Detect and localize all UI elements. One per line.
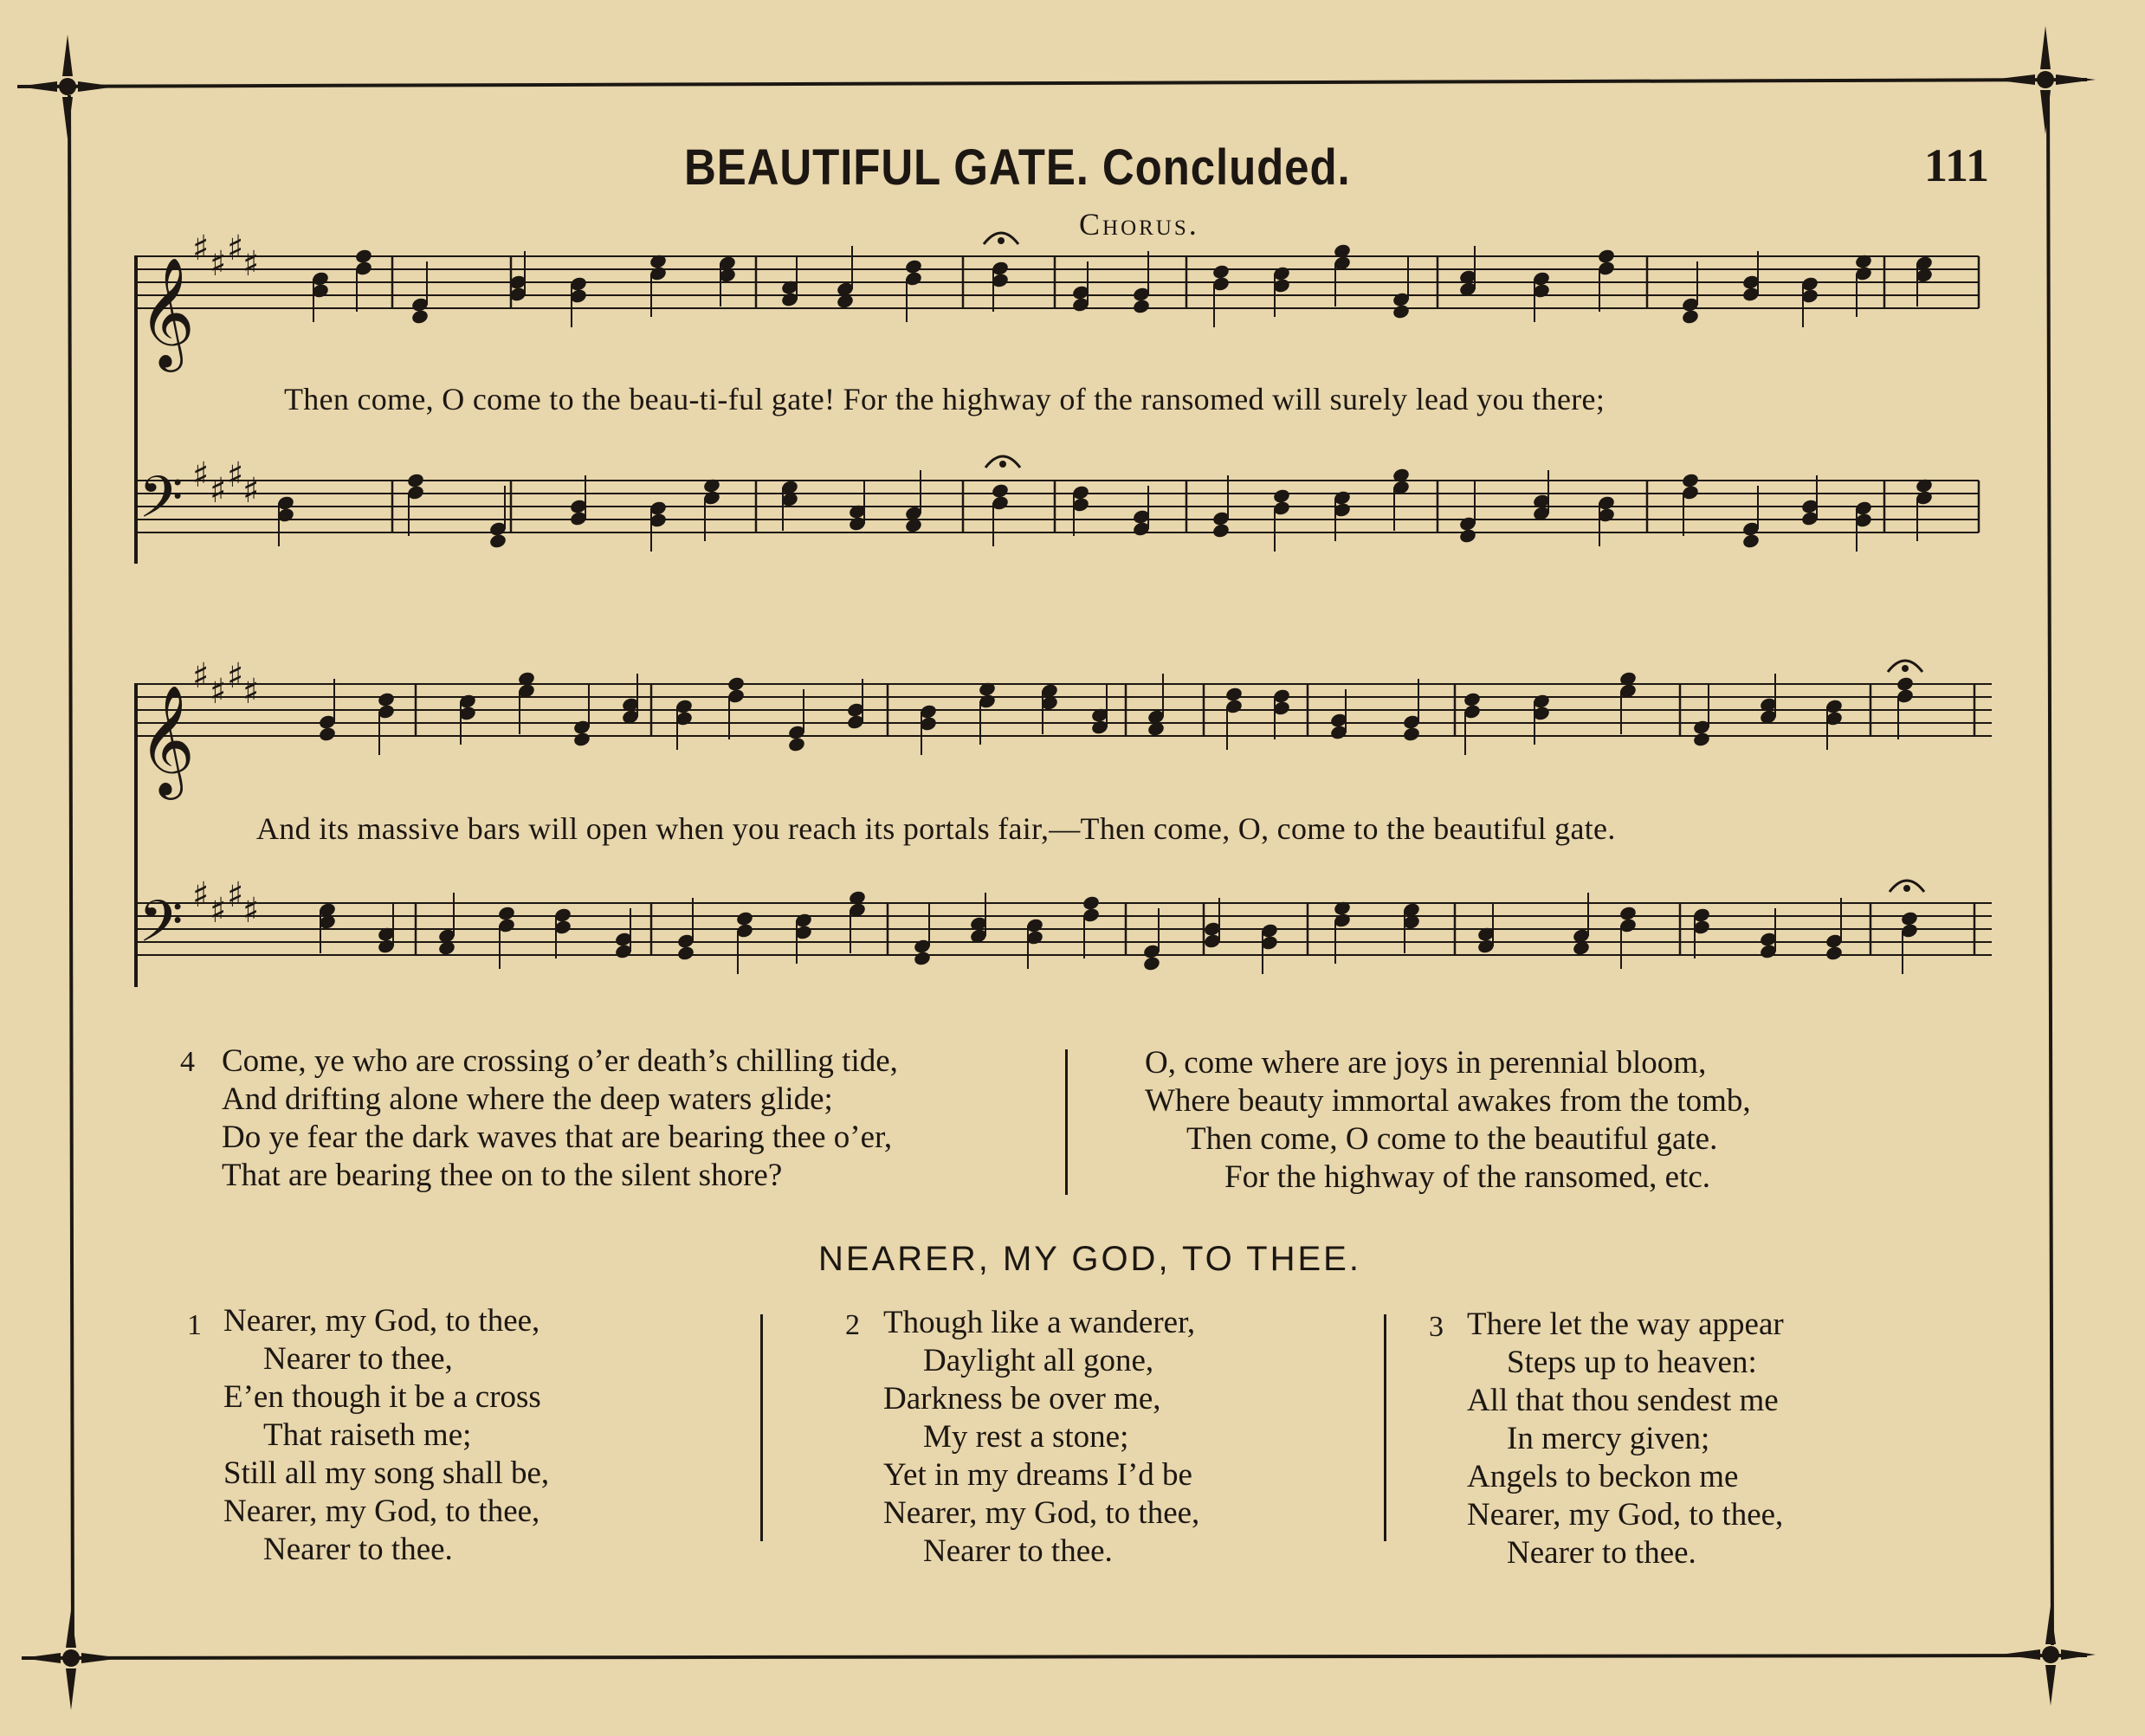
stanza-line: My rest a stone;	[923, 1419, 1129, 1455]
stanza-line: Angels to beckon me	[1467, 1459, 1739, 1494]
fermata-dot	[1903, 885, 1910, 892]
note-head	[1224, 686, 1244, 702]
note-head	[377, 691, 396, 707]
stanza-line: Nearer to thee,	[263, 1341, 453, 1377]
stanza-line: E’en though it be a cross	[223, 1379, 541, 1415]
stanza-line: Darkness be over me,	[883, 1381, 1161, 1417]
note-head	[1132, 298, 1151, 314]
stanza-line: Nearer, my God, to thee,	[223, 1303, 540, 1339]
verse-4-number: 4	[180, 1046, 195, 1078]
verse-line: Do ye fear the dark waves that are bearing thee o’er,	[222, 1120, 893, 1155]
verse-line: Then come, O come to the beautiful gate.	[1186, 1121, 1718, 1157]
sharp-sign: ♯	[227, 455, 244, 495]
sharp-sign: ♯	[210, 672, 227, 712]
stanza-line: Nearer to thee.	[923, 1533, 1113, 1569]
note-head	[735, 910, 754, 926]
verse-line: And drifting alone where the deep waters glide;	[222, 1081, 833, 1117]
sharp-sign: ♯	[242, 891, 260, 931]
sharp-sign: ♯	[192, 656, 210, 696]
note-head	[787, 736, 806, 752]
note-head	[1692, 731, 1711, 747]
bass-clef: 𝄢	[139, 464, 184, 545]
stanza-line: Nearer to thee.	[1507, 1535, 1696, 1571]
note-head	[410, 308, 430, 325]
stanza-1-number: 1	[187, 1309, 202, 1341]
stanza-line: Though like a wanderer,	[883, 1305, 1196, 1340]
note-head	[991, 482, 1010, 499]
sharp-sign: ♯	[242, 244, 260, 284]
stanza-divider	[760, 1314, 763, 1541]
stanza-1	[223, 1302, 549, 1569]
sharp-sign: ♯	[242, 672, 260, 712]
note-head	[497, 905, 516, 921]
stanza-line: All that thou sendest me	[1467, 1383, 1779, 1418]
note-head	[1896, 675, 1915, 692]
fermata-dot	[999, 461, 1006, 468]
verse-4-right	[1145, 1044, 1751, 1197]
note-head	[1402, 726, 1421, 742]
note-head	[1681, 472, 1700, 488]
sharp-sign: ♯	[227, 656, 244, 696]
stanza-3-number: 3	[1429, 1311, 1444, 1343]
fermata-dot	[1902, 665, 1909, 672]
chorus-lyric-line-2: And its massive bars will open when you reach its portals fair,—Then come, O, come to the beautiful gate.	[256, 811, 1616, 846]
verse-line: That are bearing thee on to the silent shore?	[222, 1158, 783, 1193]
note-head	[318, 726, 337, 742]
note-head	[1597, 248, 1616, 264]
stanza-line: There let the way appear	[1467, 1307, 1784, 1342]
sharp-sign: ♯	[192, 455, 210, 495]
sharp-sign: ♯	[192, 875, 210, 915]
note-head	[488, 532, 507, 549]
note-head	[1211, 263, 1231, 280]
bass-clef: 𝄢	[139, 888, 184, 969]
verse-line: Come, ye who are crossing o’er death’s chilling tide,	[222, 1043, 898, 1079]
note-head	[727, 675, 746, 692]
sharp-sign: ♯	[210, 471, 227, 511]
note-head	[913, 950, 932, 966]
stanza-3	[1467, 1306, 1784, 1572]
treble-clef: 𝄞	[139, 256, 196, 367]
stanza-line: Nearer to thee.	[263, 1532, 453, 1567]
stanza-line: Still all my song shall be,	[223, 1455, 550, 1491]
page-number: 111	[1924, 139, 1990, 191]
stanza-2	[883, 1304, 1199, 1571]
verse-line: O, come where are joys in perennial bloom,	[1145, 1045, 1707, 1081]
note-head	[1825, 945, 1844, 961]
note-head	[406, 472, 425, 488]
stanza-line: That raiseth me;	[263, 1417, 472, 1453]
note-head	[1618, 905, 1638, 921]
sharp-sign: ♯	[242, 471, 260, 511]
note-head	[1142, 955, 1161, 971]
sharp-sign: ♯	[227, 875, 244, 915]
note-head	[676, 945, 695, 961]
verse-line: For the highway of the ransomed, etc.	[1224, 1159, 1711, 1195]
note-head	[1900, 910, 1919, 926]
note-head	[1681, 308, 1700, 325]
sharp-sign: ♯	[192, 229, 210, 268]
note-head	[1458, 527, 1477, 544]
note-head	[1082, 894, 1101, 911]
stanza-divider	[1384, 1314, 1386, 1541]
note-head	[1211, 522, 1231, 539]
note-head	[1392, 303, 1411, 319]
sharp-sign: ♯	[210, 244, 227, 284]
stanza-line: Nearer, my God, to thee,	[883, 1495, 1200, 1531]
treble-clef: 𝄞	[139, 684, 196, 795]
note-head	[1463, 691, 1482, 707]
stanza-2-number: 2	[845, 1309, 860, 1341]
note-head	[904, 258, 923, 274]
stanza-line: Nearer, my God, to thee,	[223, 1494, 540, 1529]
stanza-line: Steps up to heaven:	[1507, 1345, 1757, 1380]
stanza-line: Yet in my dreams I’d be	[883, 1457, 1192, 1493]
fermata-dot	[998, 237, 1005, 244]
stanza-line: Daylight all gone,	[923, 1343, 1154, 1378]
note-head	[1272, 487, 1291, 504]
note-head	[1741, 532, 1761, 549]
note-head	[572, 731, 591, 747]
verse-divider	[1065, 1049, 1068, 1195]
song-title: BEAUTIFUL GATE. Concluded.	[684, 139, 1351, 196]
chorus-label: Chorus.	[1079, 207, 1199, 242]
stanza-line: In mercy given;	[1507, 1421, 1710, 1456]
sharp-sign: ♯	[210, 891, 227, 931]
verse-line: Where beauty immortal awakes from the tomb,	[1145, 1083, 1751, 1119]
chorus-lyric-line-1: Then come, O come to the beau-ti-ful gate! For the highway of the ransomed will surely lead you there;	[284, 382, 1606, 416]
sharp-sign: ♯	[227, 229, 244, 268]
verse-4-left	[222, 1042, 898, 1195]
stanza-line: Nearer, my God, to thee,	[1467, 1497, 1784, 1533]
hymn-title: NEARER, MY GOD, TO THEE.	[818, 1240, 1361, 1278]
note-head	[354, 248, 373, 264]
